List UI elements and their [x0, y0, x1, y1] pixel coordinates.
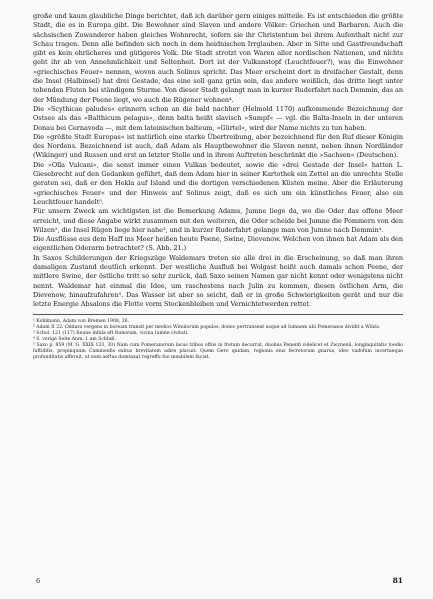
footnote: ¹ Kohlmann, Adam von Bremen 1908, 26. [33, 318, 130, 324]
signature-mark: 6 [36, 577, 41, 585]
body-paragraph: Die »größte Stadt Europas« ist natürlich eine starke Übertreibung, aber bezeichnend für den Ruf dieser Königin des Nordens. Bezeichnend ist auch, daß Adam als Hauptbewohner die Slaven nennt, neben ihnen Nordländer (Wikinger) und Russen und erst an letzter Stelle und in ihrem Auftreten beschränkt die »Sachsen« (Deutschen). [33, 132, 403, 160]
body-paragraph: Die Ausflüsse aus dem Haff ins Meer heißen heute Peene, Swine, Dievenow. Welchen von ihnen hat Adam als den eigentlichen Oderarm betrachtet? (S. Abb. 21.) [33, 235, 403, 253]
footnote: ² Adam II 22. Oddara vergens in boream transit per medios Winulorum populos, donec pertranseat usque ad Iumnem ubi Pomeranos dividit a Wilzis. [33, 324, 381, 330]
footnote-divider [33, 314, 403, 315]
body-paragraph: große und kaum glaubliche Dinge berichtet, daß ich darüber gern einiges mitteile. Es ist entschieden die größte Stadt, die es in Europa gibt. Die Bewohner sind Slaven und andere Völker: Griechen und Barbaren. Auch die sächsischen Zuwanderer haben gleiches Wohnrecht, sofern sie ihr Christentum bei ihrem Aufenthalt nicht zur Schau tragen. Denn alle befinden sich noch in dem heidnischen Irrglauben. Aber in Sitte und Gastfreundschaft gibt es kein ehrlicheres und gütigeres Volk. Die Stadt strotzt von Waren aller nordischen Nationen, und nichts geht ihr ab von Annehmlichkeit und Seltenheit. Dort ist der Vulkanstopf (Leuchtfeuer?), was die Einwohner »griechisches Feuer« nennen, wovon auch Solinus spricht. Das Meer erscheint dort in dreifacher Gestalt, denn die Insel (Halbinsel) hat drei Gestade, das eine soll ganz grün sein, das andere weißlich, das dritte liegt unter tobenden Fluten bei ständigem Sturme. Von dieser Stadt gelangt man in kurzer Ruderfahrt nach Demmin, das an der Mündung der Peene liegt, wo auch die Rügener wohnen⁴. [33, 12, 403, 104]
body-paragraph: In Saxos Schilderungen der Kriegszüge Waldemars treten sie alle drei in die Erscheinung, so daß man ihren damaligen Zustand deutlich erkennt. Der westliche Ausfluß bei Wolgast heißt auch damals schon Peene, der mittlere Swine, der östliche tritt so sehr zurück, daß Saxo seinen Namen gar nicht kennt oder wenigstens nicht nennt. Waldemar hat einmal die Idee, um raschestens nach Julin zu kommen, diesen östlichen Arm, die Dievenow, hinaufzufahren⁵. Das Wasser ist aber so seicht, daß er in große Schwierigkeiten gerät und nur die letzte Energie Absalons die Flotte vorm Steckenbleiben und Vernichtetwerden rettet. [33, 253, 403, 309]
body-paragraph: Die »Scythicae paludes« erinnern schon an die bald nachher (Helmold 1170) aufkommende Bezeichnung der Ostsee als das »Balthicum pelagus«, denn balta heißt slavisch »Sumpf« — vgl. die Balta-Inseln in der unteren Donau bei Cernavoda —, mit dem lateinischen balteum, »Gürtel«, wird der Name nichts zu tun haben. [33, 104, 403, 132]
body-paragraph: Die »Olla Vulcani«, die sonst immer einen Vulkan bedeutet, sowie die »drei Gestade der Insel« hatten L. Giesebrecht auf den Gedanken geführt, daß dem Adam hier in seiner Kartothek ein Zettel an die unrechte Stelle geraten sei, daß er den Hekla auf Island und die dortigen verschiedenen Küsten meine. Aber die Erläuterung »griechisches Feuer« und der Hinweis auf Solinus zeigt, daß es sich um ein künstliches Feuer, also ein Leuchtfeuer handelt⁵. [33, 160, 403, 206]
body-paragraph: Für unsern Zweck am wichtigsten ist die Bemerkung Adams, Jumne liege da, wo die Oder das offene Meer erreicht, und diese Angabe wirkt zusammen mit den weiteren, die Oder scheide bei Jumne die Pommern von den Wilzen², die Insel Rügen liege hier nahe³, und in kurzer Ruderfahrt gelange man von Jumne nach Demmin⁴. [33, 207, 403, 234]
footnote: ⁴ S. vorige Seite Anm. 1 am Schluß. [33, 336, 116, 342]
footnotes-list [33, 319, 403, 362]
page-number: 81 [392, 576, 403, 585]
text-column [33, 12, 403, 361]
footnote: ³ Schol. 121 (117) Reune infula eft Runorum, vicina Iumne civitati. [33, 330, 189, 336]
footnote: ⁵ Saxo p. 859 (M. G. XXIX 133, 30) Nam cum Pomeranorum lacus tribus oftiis in fretum decurrat, duobus Penenfi videlicet et Zwyneníi, longinquitatis toedio faftiditis, propinquum Caminenfis exitus brevitatem adire placuit. Quem Gero quidam, regionis eius fecretorum gnarus, ideo vadofum incertaeque profunditatis afferuit, ut eum aeftus dumtaxat regreffu fuo meabilem faciat. [33, 342, 403, 361]
